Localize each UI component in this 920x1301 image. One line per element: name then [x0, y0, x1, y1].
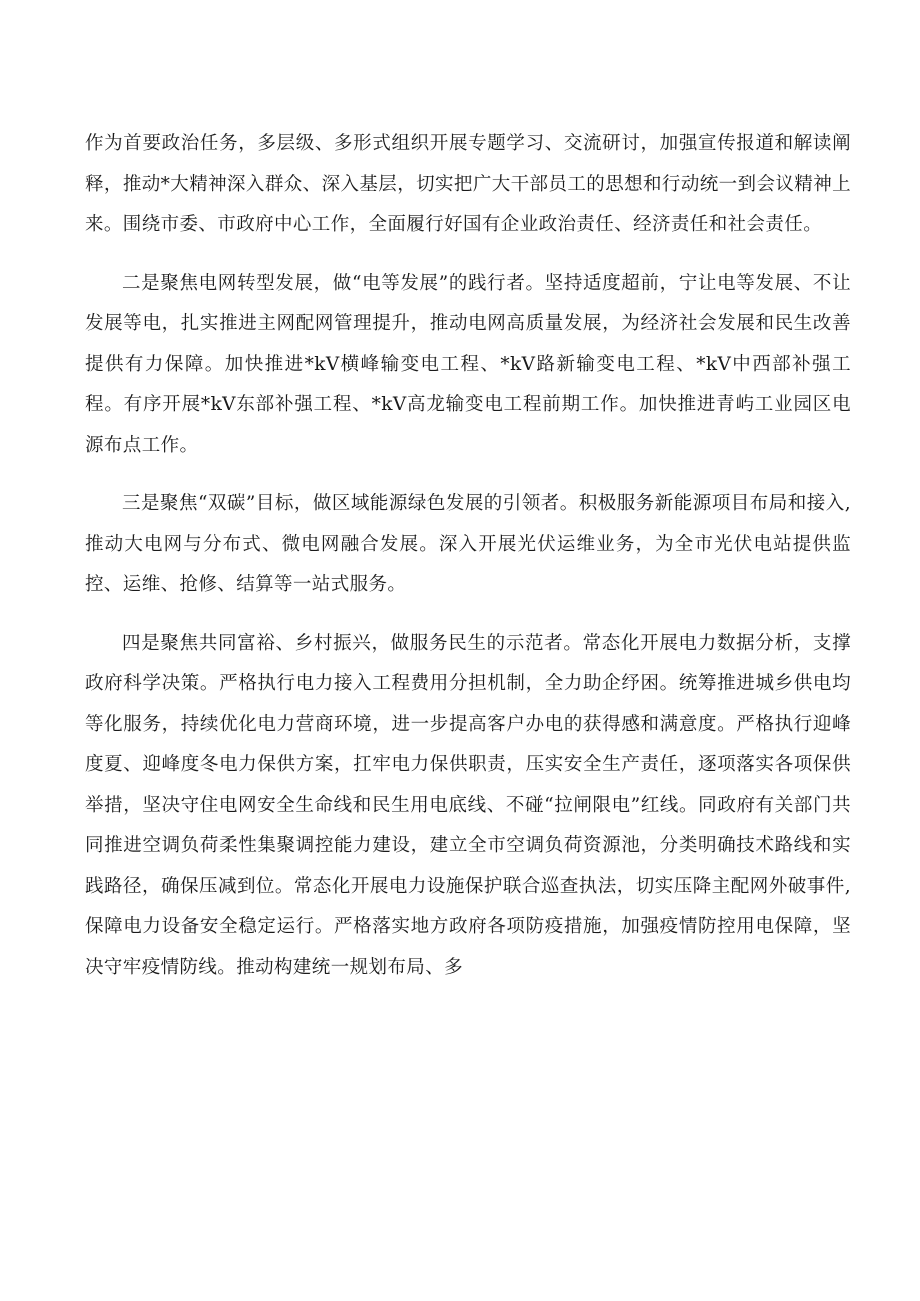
paragraph-2: 二是聚焦电网转型发展，做“电等发展”的践行者。坚持适度超前，宁让电等发展、不让发展等电，扎实推进主网配网管理提升，推动电网高质量发展，为经济社会发展和民生改善提供有力保障。加快推进*kV横峰输变电工程、*kV路新输变电工程、*kV中西部补强工程。有序开展*kV东部补强工程、*kV高龙输变电工程前期工作。加快推进青屿工业园区电源布点工作。 [85, 272, 851, 456]
paragraph-4: 四是聚焦共同富裕、乡村振兴，做服务民生的示范者。常态化开展电力数据分析，支撑政府科学决策。严格执行电力接入工程费用分担机制，全力助企纾困。统筹推进城乡供电均等化服务，持续优化电力营商环境，进一步提高客户办电的获得感和满意度。严格执行迎峰度夏、迎峰度冬电力保供方案，扛牢电力保供职责，压实安全生产责任，逐项落实各项保供举措，坚决守住电网安全生命线和民生用电底线、不碰“拉闸限电”红线。同政府有关部门共同推进空调负荷柔性集聚调控能力建设，建立全市空调负荷资源池，分类明确技术路线和实践路径，确保压减到位。常态化开展电力设施保护联合巡查执法，切实压降主配网外破事件,保障电力设备安全稳定运行。严格落实地方政府各项防疫措施，加强疫情防控用电保障，坚决守牢疫情防线。推动构建统一规划布局、多 [85, 632, 851, 978]
document-body [85, 124, 851, 1006]
paragraph-1: 作为首要政治任务，多层级、多形式组织开展专题学习、交流研讨，加强宣传报道和解读阐释，推动*大精神深入群众、深入基层，切实把广大干部员工的思想和行动统一到会议精神上来。围绕市委、市政府中心工作，全面履行好国有企业政治责任、经济责任和社会责任。 [85, 133, 851, 235]
paragraph-3: 三是聚焦“双碳”目标，做区域能源绿色发展的引领者。积极服务新能源项目布局和接入,推动大电网与分布式、微电网融合发展。深入开展光伏运维业务，为全市光伏电站提供监控、运维、抢修、结算等一站式服务。 [85, 493, 851, 595]
